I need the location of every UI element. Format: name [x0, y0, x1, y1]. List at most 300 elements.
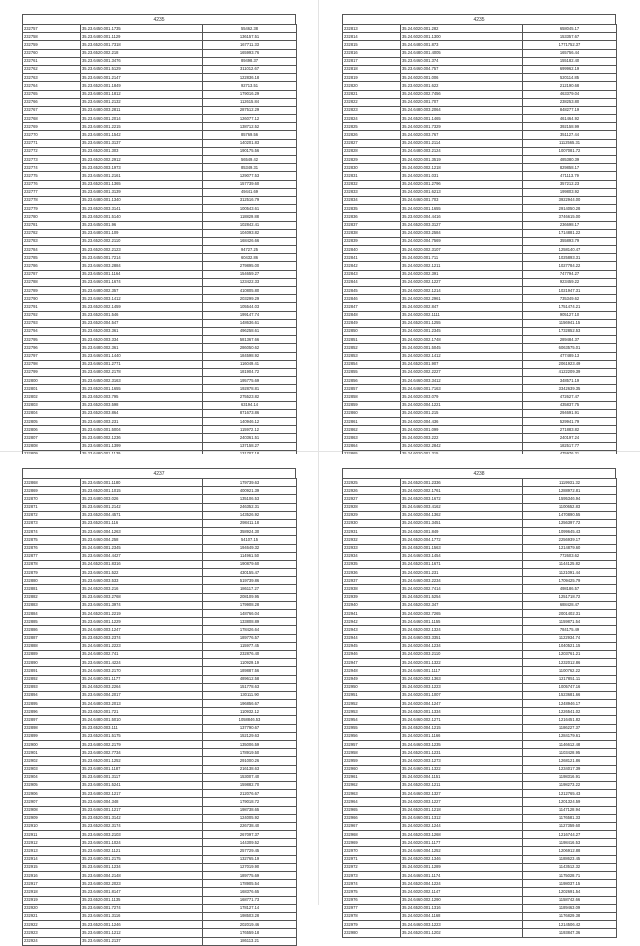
- table-row: [343, 569, 617, 577]
- table-row: [23, 593, 297, 601]
- table-cell-amount: 148636.61: [203, 319, 297, 327]
- table-cell-amount: 54107.15: [203, 536, 297, 544]
- table-cell-amount: 165756.44: [523, 49, 617, 57]
- table-cell-code: 35.23.6450.001.1735: [81, 25, 203, 33]
- table-cell-amount: 135006.59: [203, 741, 297, 749]
- table-cell-rank: 232759: [23, 41, 81, 49]
- table-row: [23, 205, 297, 213]
- table-cell-code: 35.24.6520.001.1202: [401, 929, 523, 937]
- table-cell-rank: 232864: [343, 442, 401, 450]
- table-cell-rank: 232938: [343, 585, 401, 593]
- table-cell-amount: 400921.39: [203, 487, 297, 495]
- table-row: [23, 123, 297, 131]
- table-cell-amount: 294691.91: [523, 409, 617, 417]
- table-cell-rank: 232841: [343, 254, 401, 262]
- table-row: [343, 303, 617, 311]
- table-cell-rank: 232808: [23, 442, 81, 450]
- table-cell-amount: 184598.92: [203, 352, 297, 360]
- table-row: [343, 164, 617, 172]
- table-cell-amount: 477489.13: [523, 352, 617, 360]
- table-row: [23, 781, 297, 789]
- table-cell-amount: 1212765.43: [523, 790, 617, 798]
- table-row: [23, 650, 297, 658]
- table-row: [23, 442, 297, 450]
- table-row: [23, 303, 297, 311]
- table-row: [343, 295, 617, 303]
- table-row: [23, 319, 297, 327]
- table-cell-code: 35.23.6450.001.1180: [81, 479, 203, 487]
- table-cell-rank: 232954: [343, 716, 401, 724]
- table-cell-code: 35.24.6020.003.1273: [401, 757, 523, 765]
- table-cell-code: 35.23.6480.001.1399: [81, 442, 203, 450]
- table-cell-code: 35.24.6460.001.1117: [401, 667, 523, 675]
- table-cell-amount: 137790.67: [203, 724, 297, 732]
- table-row: [343, 700, 617, 708]
- table-row: [343, 479, 617, 487]
- table-cell-code: 35.23.6460.001.3137: [81, 139, 203, 147]
- table-cell-rank: 232835: [343, 205, 401, 213]
- table-row: [343, 896, 617, 904]
- table-row: [343, 618, 617, 626]
- table-row: [23, 773, 297, 781]
- table-cell-amount: 1216451.82: [523, 716, 617, 724]
- table-row: [343, 229, 617, 237]
- table-cell-code: 35.24.6460.003.2234: [401, 577, 523, 585]
- table-row: [343, 863, 617, 871]
- table-cell-amount: 3746615.00: [523, 213, 617, 221]
- table-cell-amount: 216138.63: [203, 765, 297, 773]
- table-cell-amount: 85769.56: [203, 131, 297, 139]
- table-cell-amount: 1714881.22: [523, 229, 617, 237]
- table-row: [23, 65, 297, 73]
- table-cell-code: 35.24.6520.001.1231: [401, 749, 523, 757]
- table-cell-code: 35.23.6480.002.2178: [81, 368, 203, 376]
- table-cell-rank: 232919: [23, 896, 81, 904]
- table-cell-rank: 232936: [343, 569, 401, 577]
- table-cell-rank: 232933: [343, 544, 401, 552]
- table-cell-amount: 203299.29: [203, 295, 297, 303]
- table-cell-rank: 232856: [343, 377, 401, 385]
- table-cell-code: 35.24.6020.002.2842: [401, 442, 523, 450]
- table-cell-amount: 246352.31: [203, 503, 297, 511]
- table-cell-amount: 194649.32: [203, 544, 297, 552]
- table-cell-rank: 232795: [23, 336, 81, 344]
- table-row: [343, 41, 617, 49]
- table-cell-amount: 179908.28: [203, 601, 297, 609]
- table-cell-amount: 1021947.31: [523, 287, 617, 295]
- table-cell-amount: 461464.92: [523, 115, 617, 123]
- table-cell-rank: 232916: [23, 872, 81, 880]
- table-cell-rank: 232848: [343, 311, 401, 319]
- table-cell-amount: 1176581.33: [523, 814, 617, 822]
- table-cell-amount: 1147128.94: [523, 806, 617, 814]
- table-cell-rank: 232937: [343, 577, 401, 585]
- table-cell-rank: 232833: [343, 188, 401, 196]
- table-cell-code: 35.23.6520.001.5175: [81, 732, 203, 740]
- table-row: [23, 172, 297, 180]
- table-cell-amount: 311012.67: [203, 65, 297, 73]
- table-cell-rank: 232872: [23, 511, 81, 519]
- table-cell-rank: 232826: [343, 131, 401, 139]
- table-cell-amount: 348571.19: [523, 377, 617, 385]
- table-row: [343, 393, 617, 401]
- table-cell-amount: 56549.42: [203, 156, 297, 164]
- table-cell-amount: 905127.10: [523, 311, 617, 319]
- table-row: [343, 188, 617, 196]
- table-row: [23, 377, 297, 385]
- table-cell-amount: 1198316.91: [523, 773, 617, 781]
- table-cell-rank: 232948: [343, 667, 401, 675]
- table-cell-rank: 232806: [23, 426, 81, 434]
- table-cell-code: 35.24.6480.001.2345: [81, 544, 203, 552]
- table-cell-rank: 232845: [343, 287, 401, 295]
- table-cell-rank: 232927: [343, 495, 401, 503]
- table-cell-amount: 199803.92: [523, 188, 617, 196]
- table-cell-rank: 232917: [23, 880, 81, 888]
- table-cell-amount: 351127.44: [523, 131, 617, 139]
- table-cell-code: 35.24.6020.004.1151: [401, 773, 523, 781]
- table-cell-amount: 747794.27: [523, 270, 617, 278]
- table-row: [23, 912, 297, 920]
- table-cell-code: 35.24.6460.003.3412: [401, 377, 523, 385]
- table-cell-code: 35.24.6520.001.1671: [401, 560, 523, 568]
- table-row: [23, 344, 297, 352]
- table-cell-rank: 232869: [23, 487, 81, 495]
- table-cell-code: 35.23.6480.001.1340: [81, 196, 203, 204]
- table-cell-rank: 232932: [343, 536, 401, 544]
- table-cell-amount: 189776.57: [203, 634, 297, 642]
- table-cell-amount: 1112565.31: [523, 139, 617, 147]
- table-cell-code: 35.24.6020.002.1214: [401, 287, 523, 295]
- table-cell-amount: 1186227.37: [523, 724, 617, 732]
- table-cell-code: 35.23.6480.001.1187: [81, 765, 203, 773]
- table-cell-code: 35.23.6450.001.96: [81, 221, 203, 229]
- table-cell-code: 35.23.6480.002.1217: [81, 790, 203, 798]
- table-cell-rank: 232941: [343, 610, 401, 618]
- table-cell-amount: 2001402.31: [523, 610, 617, 618]
- table-cell-rank: 232953: [343, 708, 401, 716]
- table-cell-amount: 2256939.17: [523, 536, 617, 544]
- table-cell-code: 35.23.6480.001.1812: [81, 90, 203, 98]
- table-cell-code: 35.23.6460.001.522: [81, 569, 203, 577]
- table-row: [343, 519, 617, 527]
- table-cell-amount: 1217851.11: [523, 675, 617, 683]
- table-row: [343, 675, 617, 683]
- table-cell-rank: 232858: [343, 393, 401, 401]
- table-body: [343, 25, 617, 475]
- table-cell-code: 35.24.6520.001.1334: [401, 708, 523, 716]
- table-row: [343, 442, 617, 450]
- table-cell-rank: 232923: [23, 929, 81, 937]
- table-cell-rank: 232886: [23, 626, 81, 634]
- table-cell-code: 35.23.6520.001.1365: [81, 180, 203, 188]
- table-cell-code: 35.23.6460.001.3116: [81, 912, 203, 920]
- table-cell-amount: 148766.04: [203, 610, 297, 618]
- table-row: [343, 139, 617, 147]
- table-cell-amount: 112615.84: [203, 98, 297, 106]
- table-cell-amount: 144309.52: [203, 839, 297, 847]
- table-cell-rank: 232762: [23, 65, 81, 73]
- table-cell-amount: 155182.40: [523, 57, 617, 65]
- table-row: [343, 831, 617, 839]
- table-cell-rank: 232946: [343, 650, 401, 658]
- table-row: [343, 790, 617, 798]
- table-cell-code: 35.24.6460.003.3351: [401, 634, 523, 642]
- table-row: [343, 888, 617, 896]
- table-cell-code: 35.23.6480.001.5241: [81, 781, 203, 789]
- table-cell-code: 35.23.6450.001.5129: [81, 65, 203, 73]
- table-cell-rank: 232921: [23, 912, 81, 920]
- table-row: [23, 180, 297, 188]
- table-cell-rank: 232846: [343, 295, 401, 303]
- table-cell-rank: 232771: [23, 139, 81, 147]
- table-cell-code: 35.24.6020.002.2227: [401, 368, 523, 376]
- table-row: [23, 921, 297, 929]
- table-row: [343, 180, 617, 188]
- table-cell-rank: 232763: [23, 74, 81, 82]
- data-table: [342, 24, 617, 475]
- table-cell-amount: 1099645.43: [523, 528, 617, 536]
- table-cell-rank: 232913: [23, 847, 81, 855]
- table-cell-code: 35.23.6520.001.1252: [81, 757, 203, 765]
- table-cell-rank: 232900: [23, 741, 81, 749]
- table-row: [343, 352, 617, 360]
- table-row: [343, 49, 617, 57]
- table-cell-rank: 232881: [23, 585, 81, 593]
- table-cell-amount: 127019.90: [203, 863, 297, 871]
- table-cell-amount: 6063575.01: [523, 344, 617, 352]
- table-cell-code: 35.23.6460.001.2132: [81, 98, 203, 106]
- table-row: [23, 495, 297, 503]
- table-cell-code: 35.24.6460.002.1327: [401, 790, 523, 798]
- table-cell-rank: 232838: [343, 229, 401, 237]
- table-row: [343, 327, 617, 335]
- table-cell-rank: 232929: [343, 511, 401, 519]
- table-cell-rank: 232794: [23, 327, 81, 335]
- table-cell-code: 35.24.6480.001.5010: [81, 716, 203, 724]
- table-cell-rank: 232934: [343, 552, 401, 560]
- table-row: [343, 262, 617, 270]
- table-cell-rank: 232822: [343, 98, 401, 106]
- table-row: [343, 904, 617, 912]
- table-cell-code: 35.24.6020.002.1111: [401, 311, 523, 319]
- table-cell-code: 35.24.6520.001.1563: [401, 544, 523, 552]
- table-cell-amount: 167711.33: [203, 41, 297, 49]
- document-page-3: [0, 454, 318, 944]
- table-cell-code: 35.24.6020.002.1244: [401, 822, 523, 830]
- table-row: [23, 139, 297, 147]
- table-cell-amount: 1214506.42: [523, 921, 617, 929]
- table-cell-rank: 232887: [23, 634, 81, 642]
- table-cell-amount: 291000.26: [203, 757, 297, 765]
- table-cell-code: 35.24.6480.001.2223: [81, 642, 203, 650]
- table-cell-code: 35.23.6460.001.1440: [81, 352, 203, 360]
- table-cell-amount: 529941.79: [523, 418, 617, 426]
- table-cell-amount: 498186.57: [523, 585, 617, 593]
- table-cell-amount: 392158.99: [523, 123, 617, 131]
- table-cell-amount: 257729.45: [203, 847, 297, 855]
- table-cell-code: 35.24.6480.001.4005: [401, 49, 523, 57]
- table-row: [343, 270, 617, 278]
- table-cell-rank: 232821: [343, 90, 401, 98]
- table-cell-code: 35.24.6520.002.1211: [401, 781, 523, 789]
- table-cell-rank: 232819: [343, 74, 401, 82]
- table-row: [23, 831, 297, 839]
- table-row: [23, 610, 297, 618]
- table-cell-rank: 232912: [23, 839, 81, 847]
- document-page-4: [320, 454, 638, 935]
- table-cell-rank: 232859: [343, 401, 401, 409]
- table-cell-code: 35.24.6020.003.1227: [401, 798, 523, 806]
- table-row: [343, 25, 617, 33]
- table-cell-rank: 232980: [343, 929, 401, 937]
- table-cell-code: 35.23.6520.001.1015: [81, 487, 203, 495]
- table-cell-code: 35.24.6020.001.2345: [401, 327, 523, 335]
- table-cell-amount: 198503.28: [203, 912, 297, 920]
- table-cell-code: 35.24.6020.001.2796: [401, 180, 523, 188]
- table-cell-code: 35.23.6520.004.547: [81, 319, 203, 327]
- table-cell-code: 35.23.6520.003.1973: [81, 164, 203, 172]
- table-cell-code: 35.23.6460.004.258: [81, 536, 203, 544]
- table-cell-amount: 410805.80: [203, 287, 297, 295]
- table-cell-amount: 1158742.66: [523, 896, 617, 904]
- table-cell-rank: 232788: [23, 278, 81, 286]
- table-row: [23, 880, 297, 888]
- table-cell-code: 35.23.6520.003.111: [81, 724, 203, 732]
- table-cell-rank: 232926: [343, 487, 401, 495]
- table-cell-amount: 1027784.22: [523, 262, 617, 270]
- table-cell-code: 35.23.6460.001.1674: [81, 278, 203, 286]
- page-header: 4238: [342, 468, 616, 478]
- table-cell-rank: 232971: [343, 855, 401, 863]
- table-row: [23, 716, 297, 724]
- table-row: [23, 626, 297, 634]
- table-cell-code: 35.24.6520.002.1346: [401, 855, 523, 863]
- table-cell-rank: 232892: [23, 675, 81, 683]
- table-cell-rank: 232857: [343, 385, 401, 393]
- table-cell-amount: 1159871.54: [523, 618, 617, 626]
- table-cell-rank: 232958: [343, 749, 401, 757]
- table-cell-rank: 232868: [23, 479, 81, 487]
- table-cell-code: 35.23.6450.001.1164: [81, 270, 203, 278]
- table-cell-amount: 1232012.86: [523, 659, 617, 667]
- table-cell-code: 35.23.6450.001.7214: [81, 254, 203, 262]
- table-cell-amount: 186117.27: [203, 585, 297, 593]
- table-cell-rank: 232889: [23, 650, 81, 658]
- table-cell-rank: 232789: [23, 287, 81, 295]
- table-row: [23, 401, 297, 409]
- data-table: [342, 478, 617, 938]
- page-divider-vertical: [318, 0, 319, 905]
- table-row: [343, 246, 617, 254]
- table-cell-amount: 1751474.21: [523, 303, 617, 311]
- table-cell-amount: 1198273.22: [523, 781, 617, 789]
- table-cell-rank: 232853: [343, 352, 401, 360]
- table-cell-rank: 232962: [343, 781, 401, 789]
- table-cell-rank: 232893: [23, 683, 81, 691]
- table-row: [343, 626, 617, 634]
- table-row: [343, 683, 617, 691]
- table-cell-rank: 232796: [23, 344, 81, 352]
- table-cell-amount: 463379.04: [523, 90, 617, 98]
- table-cell-code: 35.23.6520.002.2110: [81, 237, 203, 245]
- table-cell-code: 35.23.6520.002.2912: [81, 156, 203, 164]
- table-row: [23, 904, 297, 912]
- table-cell-code: 35.24.6020.003.222: [401, 434, 523, 442]
- table-cell-amount: 152129.63: [203, 732, 297, 740]
- table-row: [23, 937, 297, 945]
- table-cell-amount: 1198037.15: [523, 880, 617, 888]
- table-cell-code: 35.23.6480.003.026: [81, 495, 203, 503]
- table-cell-code: 35.23.6460.003.1412: [81, 295, 203, 303]
- table-cell-rank: 232890: [23, 659, 81, 667]
- table-cell-rank: 232870: [23, 495, 81, 503]
- table-row: [23, 147, 297, 155]
- page-header: 4237: [22, 468, 296, 478]
- table-cell-rank: 232925: [343, 479, 401, 487]
- table-row: [343, 822, 617, 830]
- table-cell-rank: 232876: [23, 544, 81, 552]
- table-row: [23, 503, 297, 511]
- table-cell-amount: 198738.65: [203, 806, 297, 814]
- table-cell-rank: 232974: [343, 880, 401, 888]
- table-cell-code: 35.24.6020.001.1322: [401, 659, 523, 667]
- table-cell-amount: 140201.83: [203, 139, 297, 147]
- table-cell-rank: 232911: [23, 831, 81, 839]
- table-cell-amount: 1198416.53: [523, 839, 617, 847]
- table-cell-amount: 212076.67: [203, 790, 297, 798]
- table-cell-code: 35.23.6460.004.757: [401, 65, 523, 73]
- table-row: [343, 360, 617, 368]
- table-row: [343, 585, 617, 593]
- table-cell-amount: 1103428.95: [523, 749, 617, 757]
- table-cell-rank: 232834: [343, 196, 401, 204]
- table-cell-code: 35.23.6520.001.5140: [81, 213, 203, 221]
- table-cell-rank: 232757: [23, 25, 81, 33]
- table-cell-amount: 1127359.60: [523, 822, 617, 830]
- table-cell-code: 35.23.6480.001.3139: [81, 188, 203, 196]
- table-cell-rank: 232816: [343, 49, 401, 57]
- table-cell-code: 35.24.6020.001.1166: [401, 732, 523, 740]
- table-row: [343, 749, 617, 757]
- table-cell-code: 35.23.6460.004.4427: [81, 552, 203, 560]
- table-row: [23, 368, 297, 376]
- table-cell-rank: 232760: [23, 49, 81, 57]
- table-row: [23, 560, 297, 568]
- table-cell-code: 35.24.6020.001.1655: [401, 205, 523, 213]
- table-row: [343, 634, 617, 642]
- table-cell-code: 35.24.6460.003.4162: [401, 503, 523, 511]
- table-cell-amount: 1201324.59: [523, 798, 617, 806]
- table-cell-code: 35.23.6460.004.2017: [81, 691, 203, 699]
- table-cell-code: 35.23.6520.001.546: [81, 311, 203, 319]
- table-row: [23, 569, 297, 577]
- table-cell-code: 35.24.6020.001.099: [401, 426, 523, 434]
- table-row: [23, 434, 297, 442]
- table-cell-amount: 1146612.48: [523, 741, 617, 749]
- table-row: [23, 814, 297, 822]
- table-cell-rank: 232895: [23, 700, 81, 708]
- table-cell-amount: 63194.14: [203, 401, 297, 409]
- table-cell-amount: 105544.03: [203, 303, 297, 311]
- table-cell-amount: 1119931.32: [523, 479, 617, 487]
- table-cell-amount: 1143512.32: [523, 863, 617, 871]
- table-cell-amount: 1189463.09: [523, 904, 617, 912]
- table-cell-amount: 133808.89: [203, 618, 297, 626]
- table-cell-code: 35.24.6020.002.1218: [401, 164, 523, 172]
- table-row: [23, 634, 297, 642]
- table-cell-rank: 232772: [23, 147, 81, 155]
